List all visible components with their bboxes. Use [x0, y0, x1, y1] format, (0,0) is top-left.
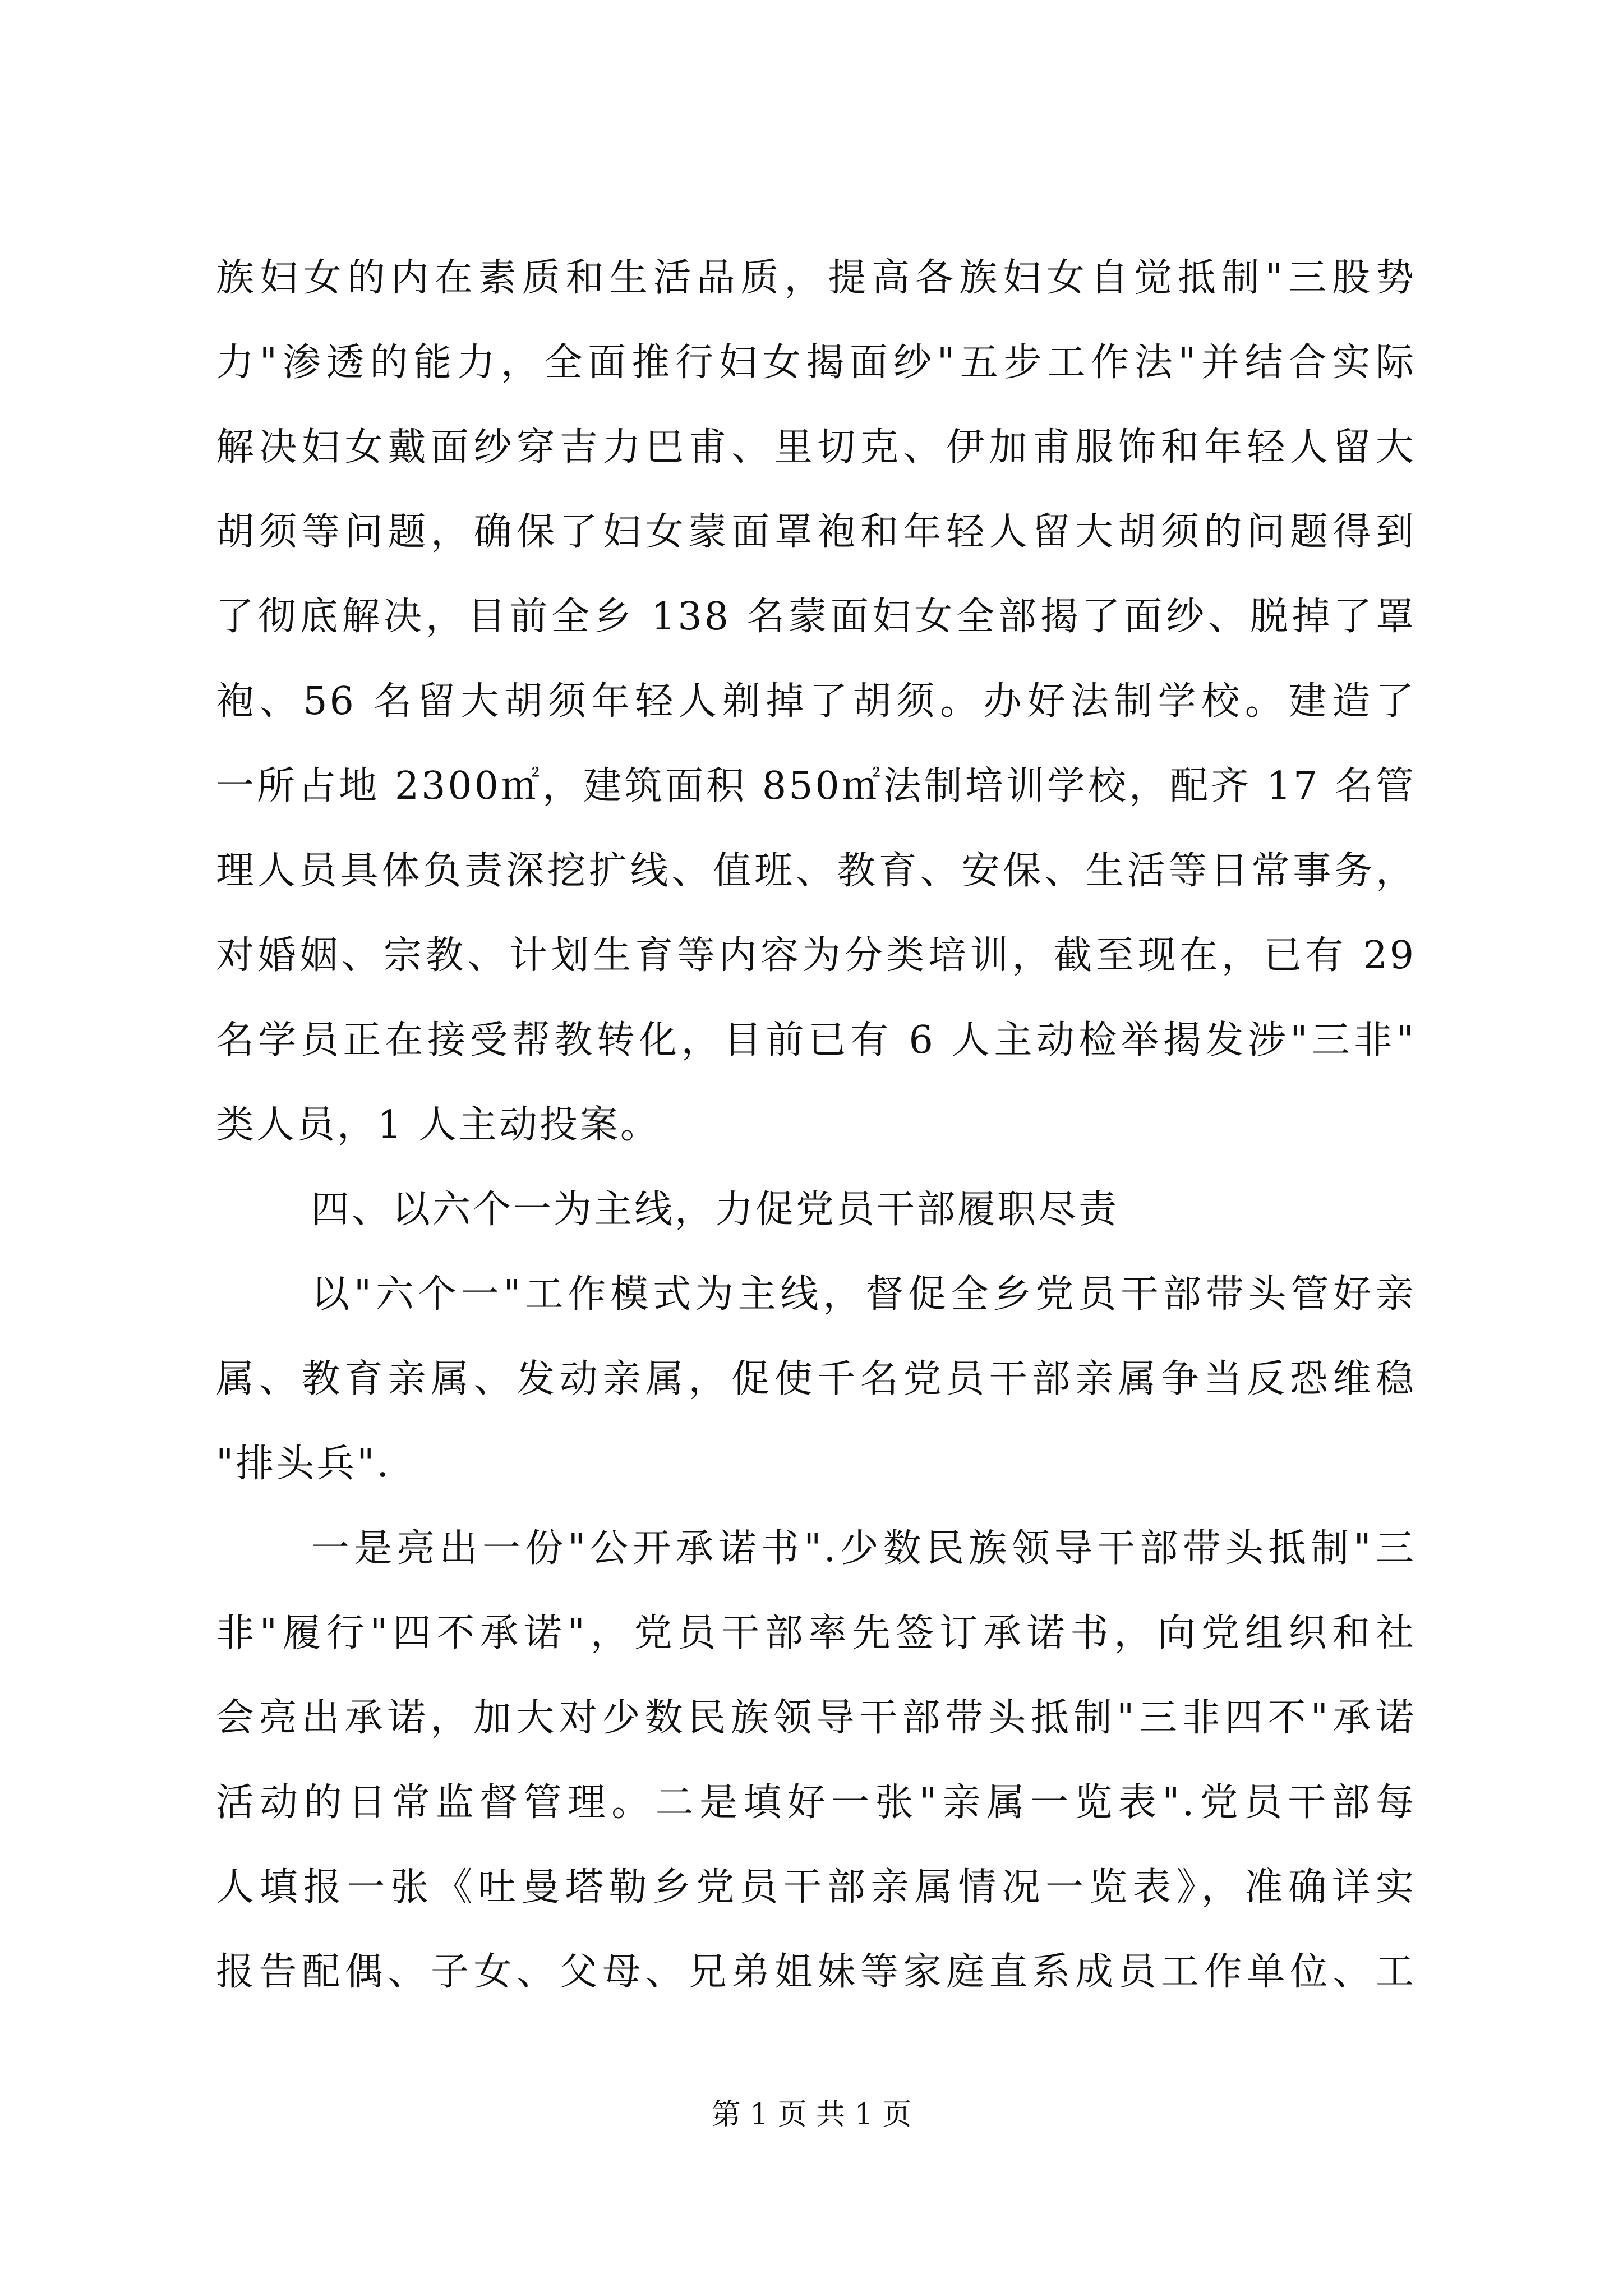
- text-line: 解决妇女戴面纱穿吉力巴甫、里切克、伊加甫服饰和年轻人留大: [216, 425, 1416, 470]
- text-line: 一是亮出一份"公开承诺书".少数民族领导干部带头抵制"三: [311, 1526, 1416, 1571]
- text-line: 类人员，1 人主动投案。: [216, 1103, 661, 1147]
- text-line: "排头兵".: [216, 1442, 391, 1486]
- text-line: 非"履行"四不承诺"，党员干部率先签订承诺书，向党组织和社: [216, 1611, 1416, 1655]
- text-line: 会亮出承诺，加大对少数民族领导干部带头抵制"三非四不"承诺: [216, 1696, 1416, 1740]
- text-line: 袍、56 名留大胡须年轻人剃掉了胡须。办好法制学校。建造了: [216, 679, 1416, 724]
- page-number-footer: 第 1 页 共 1 页: [711, 2098, 912, 2132]
- text-line: 族妇女的内在素质和生活品质，提高各族妇女自觉抵制"三股势: [216, 256, 1416, 300]
- text-line: 属、教育亲属、发动亲属，促使千名党员干部亲属争当反恐维稳: [216, 1357, 1416, 1401]
- text-line: 对婚姻、宗教、计划生育等内容为分类培训，截至现在，已有 29: [216, 933, 1416, 978]
- section-heading: 四、以六个一为主线，力促党员干部履职尽责: [311, 1188, 1119, 1232]
- text-line: 胡须等问题，确保了妇女蒙面罩袍和年轻人留大胡须的问题得到: [216, 510, 1416, 554]
- document-body: [216, 236, 1416, 2014]
- text-line: 理人员具体负责深挖扩线、值班、教育、安保、生活等日常事务，: [216, 849, 1416, 893]
- text-line: 名学员正在接受帮教转化，目前已有 6 人主动检举揭发涉"三非": [216, 1018, 1416, 1062]
- text-line: 人填报一张《吐曼塔勒乡党员干部亲属情况一览表》，准确详实: [216, 1865, 1416, 1910]
- text-line: 力"渗透的能力，全面推行妇女揭面纱"五步工作法"并结合实际: [216, 341, 1416, 385]
- text-line: 一所占地 2300㎡，建筑面积 850㎡法制培训学校，配齐 17 名管: [216, 764, 1416, 808]
- text-line: 报告配偶、子女、父母、兄弟姐妹等家庭直系成员工作单位、工: [216, 1950, 1416, 1994]
- text-line: 活动的日常监督管理。二是填好一张"亲属一览表".党员干部每: [216, 1780, 1416, 1825]
- text-line: 以"六个一"工作模式为主线，督促全乡党员干部带头管好亲: [311, 1272, 1416, 1317]
- text-line: 了彻底解决，目前全乡 138 名蒙面妇女全部揭了面纱、脱掉了罩: [216, 595, 1416, 639]
